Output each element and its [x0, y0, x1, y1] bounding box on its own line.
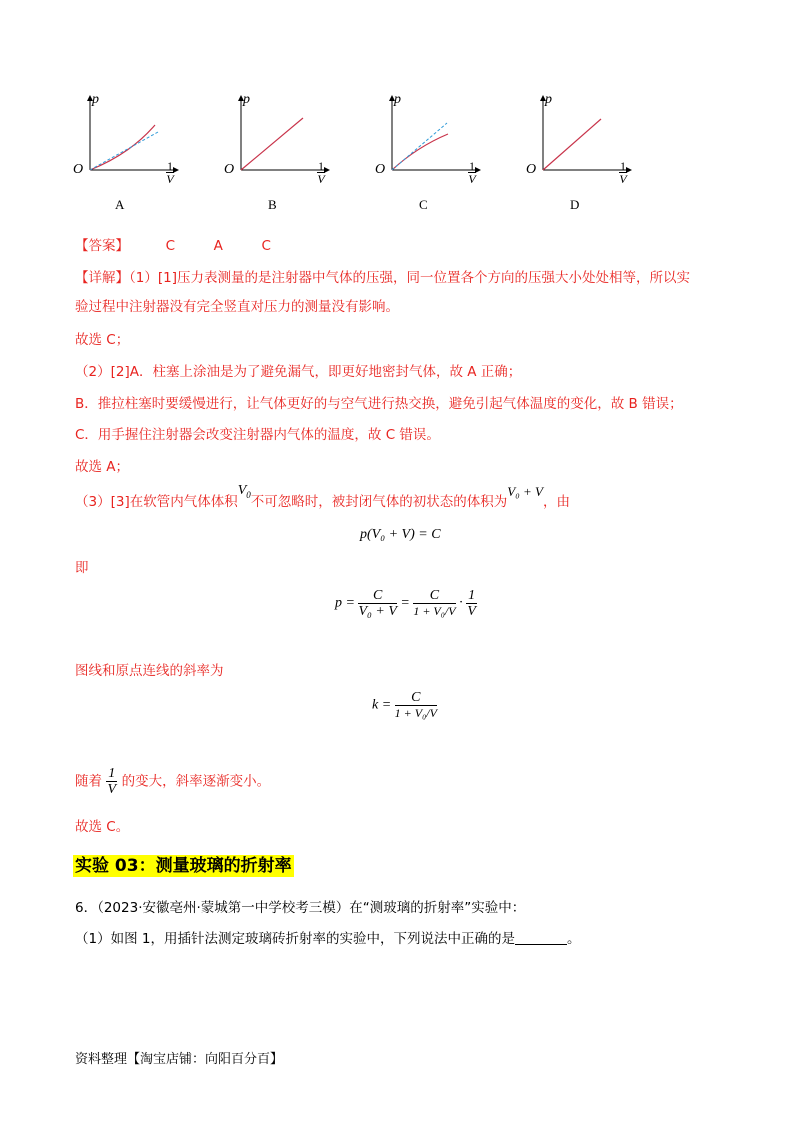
graph-c-plot [372, 92, 522, 212]
tangent-dashed-line [392, 123, 447, 170]
equation-3: k = $\frac{C}{\text{1 + V₀/V}}$ [372, 690, 437, 720]
graph-d [523, 92, 673, 212]
graph-c [372, 92, 522, 212]
answer-value-1: C [165, 238, 176, 254]
part2-line-1: （2）[2]A．柱塞上涂油是为了避免漏气，即更好地密封气体，故 A 正确； [75, 364, 522, 380]
tangent-dashed-line [90, 132, 158, 170]
curve [392, 134, 448, 170]
straight-line [241, 118, 303, 170]
footer-source: 资料整理【淘宝店铺：向阳百分百】 [75, 1052, 284, 1067]
v0-symbol: $V_0$ [237, 483, 251, 500]
y-label: p [243, 92, 250, 107]
y-label: p [394, 92, 401, 107]
graph-caption: B [268, 197, 277, 212]
part2-line-3: C．用手握住注射器会改变注射器内气体的温度，故 C 错误。 [75, 427, 440, 443]
answer-value-3: C [261, 238, 271, 254]
origin-label: O [224, 162, 235, 177]
x-label: 1 V [619, 159, 627, 186]
answer-value-2: A [213, 238, 223, 254]
answer-label: 【答案】 [75, 238, 129, 254]
equation-1: p(V₀ + V) = C [360, 527, 441, 542]
graph-b [221, 92, 371, 212]
section-heading: 实验 03：测量玻璃的折射率 [75, 856, 292, 876]
equation-2: p = $\frac{C}{\text{V₀ + V}}$ = $\frac{C}{\text{1 + V₀/V}}$ · $\frac{1}{V}$ [335, 588, 476, 619]
choice-2: 故选 A； [75, 459, 130, 475]
trend-line: 随着 $\frac{1}{V}$ 的变大，斜率逐渐变小。 [75, 766, 271, 797]
answer-blank[interactable] [515, 930, 567, 945]
graph-d-plot [523, 92, 673, 212]
fraction-2: $\frac{C}{\text{1 + V₀/V}}$ [413, 588, 456, 618]
curve [90, 125, 155, 170]
ji-label: 即 [75, 560, 89, 576]
fraction-1: $\frac{C}{\text{V₀ + V}}$ [358, 588, 397, 619]
detail-label: 【详解】 [75, 270, 129, 286]
graph-caption: A [115, 197, 125, 212]
part3-line: （3）[3]在软管内气体体积$V_0$不可忽略时，被封闭气体的初状态的体积为V₀ + V，由 [75, 483, 570, 510]
graph-caption: C [419, 197, 428, 212]
y-label: p [92, 92, 99, 107]
graph-b-plot [221, 92, 371, 212]
origin-label: O [526, 162, 537, 177]
graph-a [70, 92, 220, 212]
graph-a-plot [70, 92, 220, 212]
detail-line-1: 【详解】（1）[1]压力表测量的是注射器中气体的压强，同一位置各个方向的压强大小处处相等，所以实 [75, 270, 690, 286]
question-line-2: （1）如图 1，用插针法测定玻璃砖折射率的实验中，下列说法中正确的是 。 [75, 931, 581, 947]
fraction-3: $\frac{1}{V}$ [467, 588, 476, 619]
vsum-symbol: V₀ + V [507, 484, 543, 499]
slope-fraction: $\frac{C}{\text{1 + V₀/V}}$ [394, 690, 437, 720]
question-line-1: 6．（2023·安徽亳州·蒙城第一中学校考三模）在“测玻璃的折射率”实验中： [75, 900, 526, 916]
detail-line-2: 验过程中注射器没有完全竖直对压力的测量没有影响。 [75, 299, 399, 315]
answer-line [75, 236, 271, 256]
x-label: 1 V [317, 159, 325, 186]
graph-caption: D [570, 197, 580, 212]
x-label: 1 V [468, 159, 476, 186]
straight-line [543, 119, 601, 170]
slope-text: 图线和原点连线的斜率为 [75, 663, 224, 679]
inverse-v-fraction: $\frac{1}{V}$ [107, 766, 117, 797]
x-label: 1 V [166, 159, 174, 186]
origin-label: O [73, 162, 84, 177]
part2-line-2: B．推拉柱塞时要缓慢进行，让气体更好的与空气进行热交换，避免引起气体温度的变化，故 B 错误； [75, 396, 683, 412]
choice-3: 故选 C。 [75, 819, 130, 835]
origin-label: O [375, 162, 386, 177]
y-label: p [545, 92, 552, 107]
choice-1: 故选 C； [75, 332, 130, 348]
